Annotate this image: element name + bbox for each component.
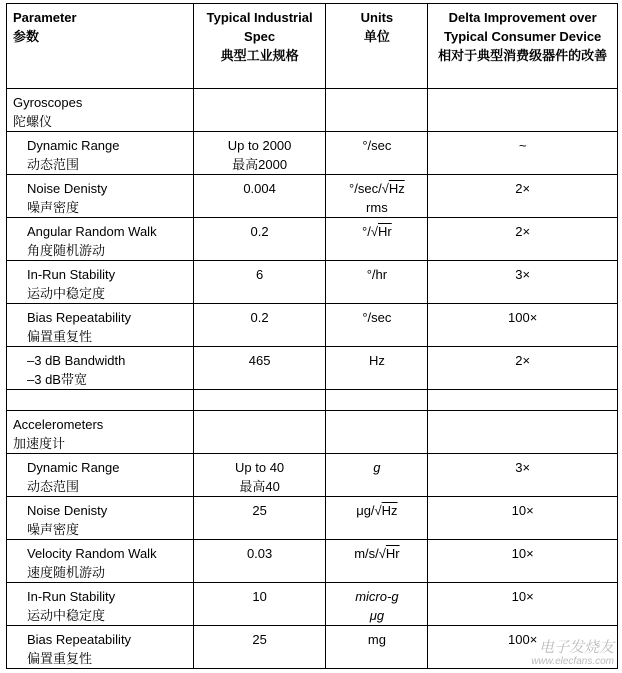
parameter: Noise Denisty [27,181,108,196]
unit: °/sec/√ [349,181,389,196]
unit-cell [326,583,428,626]
spec: Up to 40 [235,460,285,475]
parameter: Dynamic Range [27,460,120,475]
delta-cell [428,497,618,540]
delta: 2× [515,181,531,196]
delta-cell [428,347,618,390]
title-cn: 陀螺仪 [13,114,53,129]
parameter-cn: 噪声密度 [27,200,80,215]
unit-cell [326,497,428,540]
delta: 2× [515,224,531,239]
delta: 3× [515,267,531,282]
title: Gyroscopes [13,95,83,110]
spec-cell [193,175,326,218]
spec: Up to 2000 [227,138,292,153]
unit: °/hr [366,267,388,282]
unit: °/sec [362,310,392,325]
table-row [7,175,618,218]
parameter-cn: 偏置重复性 [27,651,93,666]
section-row [7,89,618,132]
col-spec [193,4,326,89]
spec-cell [193,347,326,390]
delta-cell [428,304,618,347]
parameter: Angular Random Walk [27,224,157,239]
unit: μg/√ [356,503,382,518]
unit-cell [326,454,428,497]
spec-cell [193,261,326,304]
table-row [7,347,618,390]
spec: 6 [255,267,264,282]
table-row [7,218,618,261]
delta-cell [428,540,618,583]
col-units [326,4,428,89]
spec-table [6,3,618,669]
unit: mg [367,632,386,647]
parameter-cell [7,304,194,347]
spec-cn: 最高40 [239,479,280,494]
label-cn: 单位 [363,29,390,44]
table-row [7,261,618,304]
parameter: In-Run Stability [27,267,116,282]
unit-radicand: Hz [388,181,405,196]
delta-cell [428,175,618,218]
delta-cell [428,218,618,261]
title-cn: 加速度计 [13,436,66,451]
delta: 3× [515,460,531,475]
parameter: Bias Repeatability [27,632,132,647]
parameter-cn: –3 dB带宽 [27,372,87,387]
section-row [7,411,618,454]
unit-cell [326,540,428,583]
unit-cell [326,626,428,669]
col-delta [428,4,618,89]
unit: °/sec [362,138,392,153]
parameter-cell [7,540,194,583]
parameter-cell [7,626,194,669]
delta: 2× [515,353,531,368]
unit-line2: rms [366,200,388,215]
parameter-cn: 噪声密度 [27,522,80,537]
parameter-cn: 动态范围 [27,157,80,172]
spec: 0.004 [243,181,276,196]
delta: 10× [511,546,534,561]
parameter-cell [7,132,194,175]
col-parameter [7,4,194,89]
spec-cell [193,218,326,261]
spec: 0.03 [246,546,273,561]
parameter-cn: 动态范围 [27,479,80,494]
spec-cell [193,626,326,669]
parameter-cn: 运动中稳定度 [27,286,106,301]
label-cn: 相对于典型消费级器件的改善 [438,48,608,63]
unit: micro-g [355,589,399,604]
spec-cell [193,540,326,583]
unit-line2: μg [369,608,385,623]
spec-cell [193,304,326,347]
delta-cell [428,261,618,304]
delta-cell [428,583,618,626]
parameter: Noise Denisty [27,503,108,518]
spacer-row [7,390,618,411]
label-cn: 参数 [13,29,40,44]
parameter: –3 dB Bandwidth [27,353,126,368]
parameter-cn: 偏置重复性 [27,329,93,344]
watermark [531,641,614,669]
parameter-cell [7,497,194,540]
delta: 100× [508,310,538,325]
parameter-cell [7,218,194,261]
unit: g [373,460,381,475]
delta: 10× [511,503,534,518]
label: Parameter [13,10,77,25]
table-row [7,626,618,669]
spec-cell [193,497,326,540]
header-row [7,4,618,89]
parameter-cell [7,175,194,218]
spec: 0.2 [250,310,269,325]
spec-cn: 最高2000 [232,157,288,172]
unit-radicand: Hz [381,503,398,518]
table-row [7,497,618,540]
label: Units [360,10,394,25]
unit: Hz [368,353,385,368]
unit-cell [326,347,428,390]
parameter-cell [7,347,194,390]
unit-radicand: Hr [385,546,400,561]
unit-cell [326,218,428,261]
delta: 100× [508,632,538,647]
label: Typical Industrial Spec [206,10,313,44]
unit-radicand: Hr [378,224,392,239]
label-cn: 典型工业规格 [220,48,299,63]
spec-cell [193,132,326,175]
delta-cell [428,132,618,175]
table-row [7,304,618,347]
spec: 0.2 [250,224,269,239]
delta: 10× [511,589,534,604]
unit: m/s/√ [354,546,386,561]
parameter-cn: 速度随机游动 [27,565,106,580]
parameter-cell [7,583,194,626]
section-title [7,89,194,132]
spec: 25 [252,503,267,518]
label: Delta Improvement over Typical Consumer Device [444,10,602,44]
delta: ~ [518,138,527,153]
title: Accelerometers [13,417,104,432]
spec: 10 [252,589,267,604]
spec-cell [193,454,326,497]
table-row [7,583,618,626]
delta-cell [428,454,618,497]
parameter-cell [7,261,194,304]
section-title [7,411,194,454]
table-row [7,540,618,583]
watermark-url: www.elecfans.com [531,656,614,667]
parameter: In-Run Stability [27,589,116,604]
watermark-cn: 电子发烧友 [538,639,614,656]
table-row [7,454,618,497]
table-row [7,132,618,175]
parameter-cn: 角度随机游动 [27,243,106,258]
parameter: Velocity Random Walk [27,546,157,561]
unit: °/√ [362,224,378,239]
spec-cell [193,583,326,626]
parameter-cell [7,454,194,497]
parameter: Dynamic Range [27,138,120,153]
unit-cell [326,132,428,175]
spec: 465 [248,353,271,368]
unit-cell [326,304,428,347]
parameter: Bias Repeatability [27,310,132,325]
unit-cell [326,175,428,218]
unit-cell [326,261,428,304]
parameter-cn: 运动中稳定度 [27,608,106,623]
spec: 25 [252,632,267,647]
